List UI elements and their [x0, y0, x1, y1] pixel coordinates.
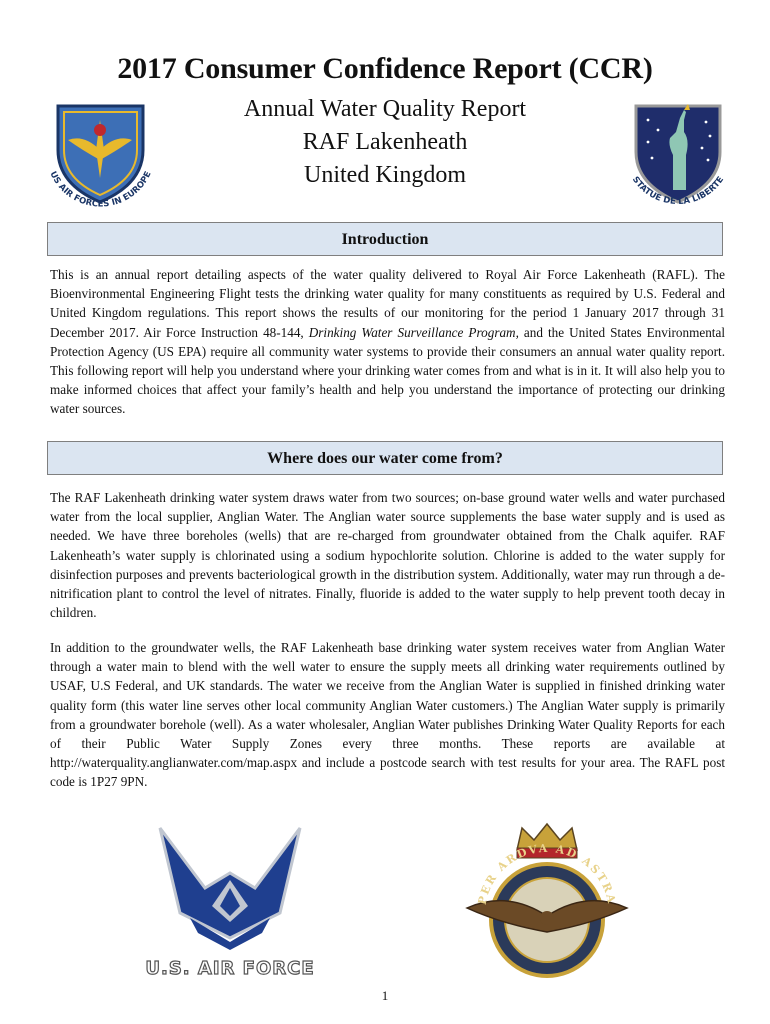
section-header-water-source: Where does our water come from?: [47, 441, 723, 475]
statue-of-liberty-shield-icon: [618, 100, 738, 212]
raf-crest-icon: [462, 820, 632, 980]
water-source-paragraph-1: The RAF Lakenheath drinking water system draws water from two sources; on-base ground water wells and water purchased water from the local supplier, Anglian Water. The Anglian water source supplements the base water supply and is used as needed. We have three boreholes (wells) that are re-charged from groundwater obtained from the Chalk aquifer. RAF Lakenheath’s water supply is chlorinated using a sodium hypochlorite solution. Chlorine is added to the water supply for disinfection purposes and prevents bacteriological growth in the distribution system. Additionally, water may run through a de-nitrification plant to control the level of nitrates. Finally, fluoride is added to the water supply to help prevent tooth decay in children.: [50, 490, 725, 621]
usafe-shield-icon: [38, 100, 163, 210]
intro-text-part-2: and the United States Environmental Protection Agency (US EPA) require all community water systems to provide their consumers an annual water quality report. This following report will help you understand where your drinking water comes from and what is in it. It will also help you to make informed choices that affect your family’s health and help you understand the importance of protecting our drinking water sources.: [50, 324, 725, 417]
page-number: 1: [381, 988, 389, 1003]
water-source-paragraph-2: In addition to the groundwater wells, the RAF Lakenheath base drinking water system receives water from Anglian Water through a water main to blend with the well water to ensure the supply meets all drinking water requirements outlined by USAF, U.S Federal, and UK standards. The water we receive from the Anglian Water is supplied in finished drinking water quality form (this water line serves other local community Anglian Water customers.) The Anglian Water supply is primarily from a groundwater borehole (well). As a water wholesaler, Anglian Water publishes Drinking Water Quality Reports for each of their Public Water Supply Zones every three months. These reports are available at http://waterquality.anglianwater.com/map.aspx and include a postcode search with test results for your area. The RAFL post code is 1P27 9PN.: [50, 640, 725, 790]
page-title: 2017 Consumer Confidence Report (CCR): [117, 52, 653, 85]
left-seal-text: US AIR FORCES IN EUROPE: [47, 169, 154, 210]
us-air-force-wordmark: U.S. AIR FORCE: [145, 958, 315, 979]
program-name: Drinking Water Surveillance Program,: [308, 324, 519, 340]
us-air-force-logo: [130, 818, 330, 983]
subtitle-line-3: United Kingdom: [304, 162, 466, 188]
introduction-paragraph: [50, 265, 725, 419]
subtitle-line-2: RAF Lakenheath: [302, 129, 468, 155]
subtitle-line-1: Annual Water Quality Report: [243, 96, 527, 122]
section-header-introduction: Introduction: [47, 222, 723, 256]
right-seal-text: STATUE DE LA LIBERTE: [629, 174, 727, 208]
intro-text-part-1: This is an annual report detailing aspects of the water quality delivered to Royal Air Force Lakenheath (RAFL). The Bioenvironmental Engineering Flight tests the drinking water quality for many constituents as required by U.S. Federal and United Kingdom regulations. This report shows the results of our monitoring for the period 1 January 2017 through 31 December 2017. Air Force Instruction 48-144,: [50, 267, 725, 340]
raf-motto: PER ARDVA AD ASTRA: [475, 841, 619, 906]
